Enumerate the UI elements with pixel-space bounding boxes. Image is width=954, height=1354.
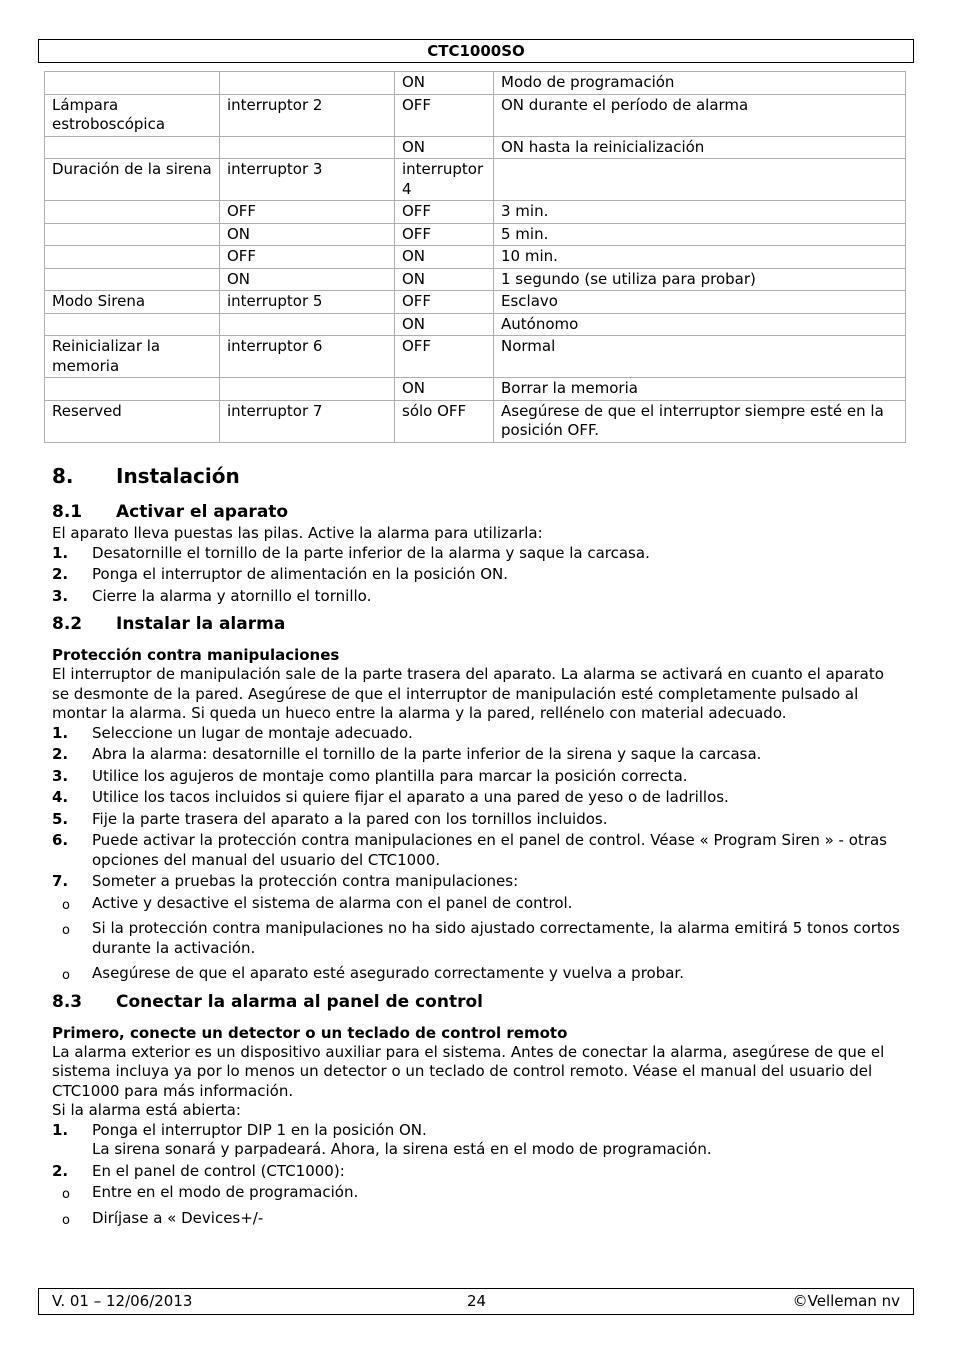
step-text: Puede activar la protección contra manipulaciones en el panel de control. Véase « Program Siren » - otras opciones del manual del usuario del CTC1000. [92, 831, 887, 869]
step-text: Utilice los agujeros de montaje como plantilla para marcar la posición correcta. [92, 766, 688, 785]
bullet-icon: o [62, 923, 70, 938]
table-row [45, 268, 906, 291]
step-number: 1. [52, 1120, 69, 1139]
table-cell: interruptor 2 [220, 94, 395, 136]
step-text: Seleccione un lugar de montaje adecuado. [92, 723, 413, 742]
table-row [45, 94, 906, 136]
table-cell: 3 min. [494, 201, 906, 224]
list-item [52, 1162, 902, 1182]
bullet-text: Si la protección contra manipulaciones no ha sido ajustado correctamente, la alarma emitirá 5 tonos cortos durante la activación. [92, 919, 900, 957]
table-cell: interruptor 6 [220, 336, 395, 378]
list-item [52, 565, 902, 585]
list-item [52, 788, 902, 808]
table-cell [220, 313, 395, 336]
step-text: Ponga el interruptor DIP 1 en la posición ON. [92, 1120, 427, 1139]
list-item [52, 587, 902, 607]
table-cell: Autónomo [494, 313, 906, 336]
table-row [45, 136, 906, 159]
steps-list [52, 544, 902, 607]
bullet-icon: o [62, 968, 70, 983]
table-cell: OFF [395, 94, 494, 136]
step-number: 6. [52, 831, 69, 849]
bullet-icon: o [62, 1187, 70, 1202]
table-cell [45, 136, 220, 159]
document-footer [38, 1288, 914, 1315]
section-number: 8.3 [52, 991, 83, 1012]
subheading: Primero, conecte un detector o un teclado de control remoto [52, 1023, 568, 1042]
step-number: 1. [52, 543, 69, 562]
step-text: Someter a pruebas la protección contra manipulaciones: [92, 872, 519, 890]
table-cell [45, 268, 220, 291]
bullet-list [52, 1183, 902, 1228]
table-cell [494, 159, 906, 201]
table-cell: OFF [395, 336, 494, 378]
table-body [45, 72, 906, 443]
table-cell [45, 223, 220, 246]
subheading: Protección contra manipulaciones [52, 646, 340, 664]
table-cell: ON [395, 268, 494, 291]
section-title: Activar el aparato [116, 502, 289, 522]
table-cell: Normal [494, 336, 906, 378]
table-cell: interruptor 7 [220, 400, 395, 442]
table-cell [220, 378, 395, 401]
table-row [45, 291, 906, 314]
section-number: 8.2 [52, 614, 83, 634]
bullet-list [52, 894, 902, 984]
document-title: CTC1000SO [427, 42, 525, 60]
list-item [52, 1121, 902, 1160]
table-cell: Reserved [45, 400, 220, 442]
section-title: Conectar la alarma al panel de control [116, 991, 483, 1012]
table-cell [45, 378, 220, 401]
table-row [45, 400, 906, 442]
step-number: 3. [52, 766, 69, 785]
table-cell: 1 segundo (se utiliza para probar) [494, 268, 906, 291]
steps-list [52, 724, 902, 892]
step-text: Fije la parte trasera del aparato a la pared con los tornillos incluidos. [92, 809, 608, 828]
copyright: ©Velleman nv [792, 1292, 900, 1310]
list-item [52, 1183, 902, 1203]
table-cell: ON [395, 313, 494, 336]
table-cell: OFF [395, 223, 494, 246]
list-item [52, 964, 902, 984]
table-cell: OFF [220, 246, 395, 269]
bullet-text: Active y desactive el sistema de alarma con el panel de control. [92, 893, 573, 912]
bullet-text: Entre en el modo de programación. [92, 1183, 359, 1201]
table-row [45, 223, 906, 246]
step-number: 5. [52, 809, 69, 828]
table-cell: Modo de programación [494, 72, 906, 95]
table-cell: interruptor 4 [395, 159, 494, 201]
section-title: Instalar la alarma [116, 614, 286, 634]
table-cell [45, 72, 220, 95]
table-cell: interruptor 5 [220, 291, 395, 314]
table-cell: Modo Sirena [45, 291, 220, 314]
list-item [52, 1209, 902, 1229]
bullet-text: Asegúrese de que el aparato esté asegurado correctamente y vuelva a probar. [92, 964, 684, 982]
table-cell: Duración de la sirena [45, 159, 220, 201]
bullet-text: Diríjase a « Devices+/- [92, 1208, 264, 1227]
step-number: 2. [52, 565, 69, 583]
step-number: 3. [52, 586, 69, 605]
table-cell: OFF [220, 201, 395, 224]
paragraph: El aparato lleva puestas las pilas. Active la alarma para utilizarla: [52, 524, 543, 542]
section-number: 8. [52, 464, 74, 488]
step-number: 1. [52, 723, 69, 742]
table-row [45, 201, 906, 224]
step-text: Cierre la alarma y atornillo el tornillo. [92, 586, 372, 605]
section-number: 8.1 [52, 502, 83, 522]
table-cell: ON [395, 136, 494, 159]
list-item [52, 810, 902, 830]
document-header [38, 39, 914, 63]
step-text: Ponga el interruptor de alimentación en la posición ON. [92, 565, 509, 583]
table-cell: ON [220, 223, 395, 246]
paragraph: El interruptor de manipulación sale de la parte trasera del aparato. La alarma se activará en cuanto el aparato se desmonte de la pared. Asegúrese de que el interruptor de manipulación esté completamente pulsado al montar la alarma. Si queda un hueco entre la alarma y la pared, rellénelo con material adecuado. [52, 665, 884, 722]
step-text: En el panel de control (CTC1000): [92, 1161, 345, 1180]
table-cell: OFF [395, 291, 494, 314]
section-8-2-heading [52, 612, 902, 636]
bullet-icon: o [62, 897, 70, 913]
list-item [52, 767, 902, 787]
table-row [45, 159, 906, 201]
table-row [45, 246, 906, 269]
table-row [45, 313, 906, 336]
table-row [45, 72, 906, 95]
step-number: 7. [52, 872, 69, 890]
list-item [52, 919, 902, 958]
table-row [45, 336, 906, 378]
table-cell [220, 136, 395, 159]
table-cell [220, 72, 395, 95]
step-text: La sirena sonará y parpadeará. Ahora, la sirena está en el modo de programación. [92, 1140, 712, 1158]
table-cell: interruptor 3 [220, 159, 395, 201]
list-item [52, 724, 902, 744]
paragraph: Si la alarma está abierta: [52, 1101, 241, 1119]
table-row [45, 378, 906, 401]
table-cell: OFF [395, 201, 494, 224]
step-text: Desatornille el tornillo de la parte inferior de la alarma y saque la carcasa. [92, 543, 650, 562]
table-cell: ON [395, 246, 494, 269]
step-number: 4. [52, 788, 69, 806]
paragraph: La alarma exterior es un dispositivo auxiliar para el sistema. Antes de conectar la alarma, asegúrese de que el sistema incluya ya por lo menos un detector o un teclado de control remoto. Véase el manual del usuario del CTC1000 para más información. [52, 1042, 885, 1100]
bullet-icon: o [62, 1212, 70, 1228]
table-cell: Lámpara estroboscópica [45, 94, 220, 136]
page-number: 24 [467, 1292, 487, 1310]
table-cell: Asegúrese de que el interruptor siempre esté en la posición OFF. [494, 400, 906, 442]
table-cell: Reinicializar la memoria [45, 336, 220, 378]
step-number: 2. [52, 1161, 69, 1180]
steps-list [52, 1121, 902, 1182]
step-number: 2. [52, 745, 69, 763]
list-item [52, 872, 902, 892]
table-cell: sólo OFF [395, 400, 494, 442]
table-cell: ON [395, 378, 494, 401]
step-text: Abra la alarma: desatornille el tornillo de la parte inferior de la sirena y saque la carcasa. [92, 745, 762, 763]
section-8-1-heading [52, 500, 902, 524]
list-item [52, 745, 902, 765]
table-cell [45, 246, 220, 269]
table-cell: ON [395, 72, 494, 95]
table-cell [45, 201, 220, 224]
table-cell: Esclavo [494, 291, 906, 314]
table-cell: ON durante el período de alarma [494, 94, 906, 136]
main-content [52, 462, 902, 1234]
version-date: V. 01 – 12/06/2013 [52, 1292, 193, 1310]
table-cell [45, 313, 220, 336]
table-cell: ON [220, 268, 395, 291]
step-text: Utilice los tacos incluidos si quiere fijar el aparato a una pared de yeso o de ladrillos. [92, 788, 729, 806]
section-8-3-heading [52, 990, 902, 1014]
dip-switch-table [44, 71, 906, 443]
section-title: Instalación [116, 464, 240, 488]
table-cell: 10 min. [494, 246, 906, 269]
section-8-heading [52, 462, 902, 490]
list-item [52, 831, 902, 870]
list-item [52, 544, 902, 564]
list-item [52, 894, 902, 914]
table-cell: 5 min. [494, 223, 906, 246]
table-cell: Borrar la memoria [494, 378, 906, 401]
table-cell: ON hasta la reinicialización [494, 136, 906, 159]
